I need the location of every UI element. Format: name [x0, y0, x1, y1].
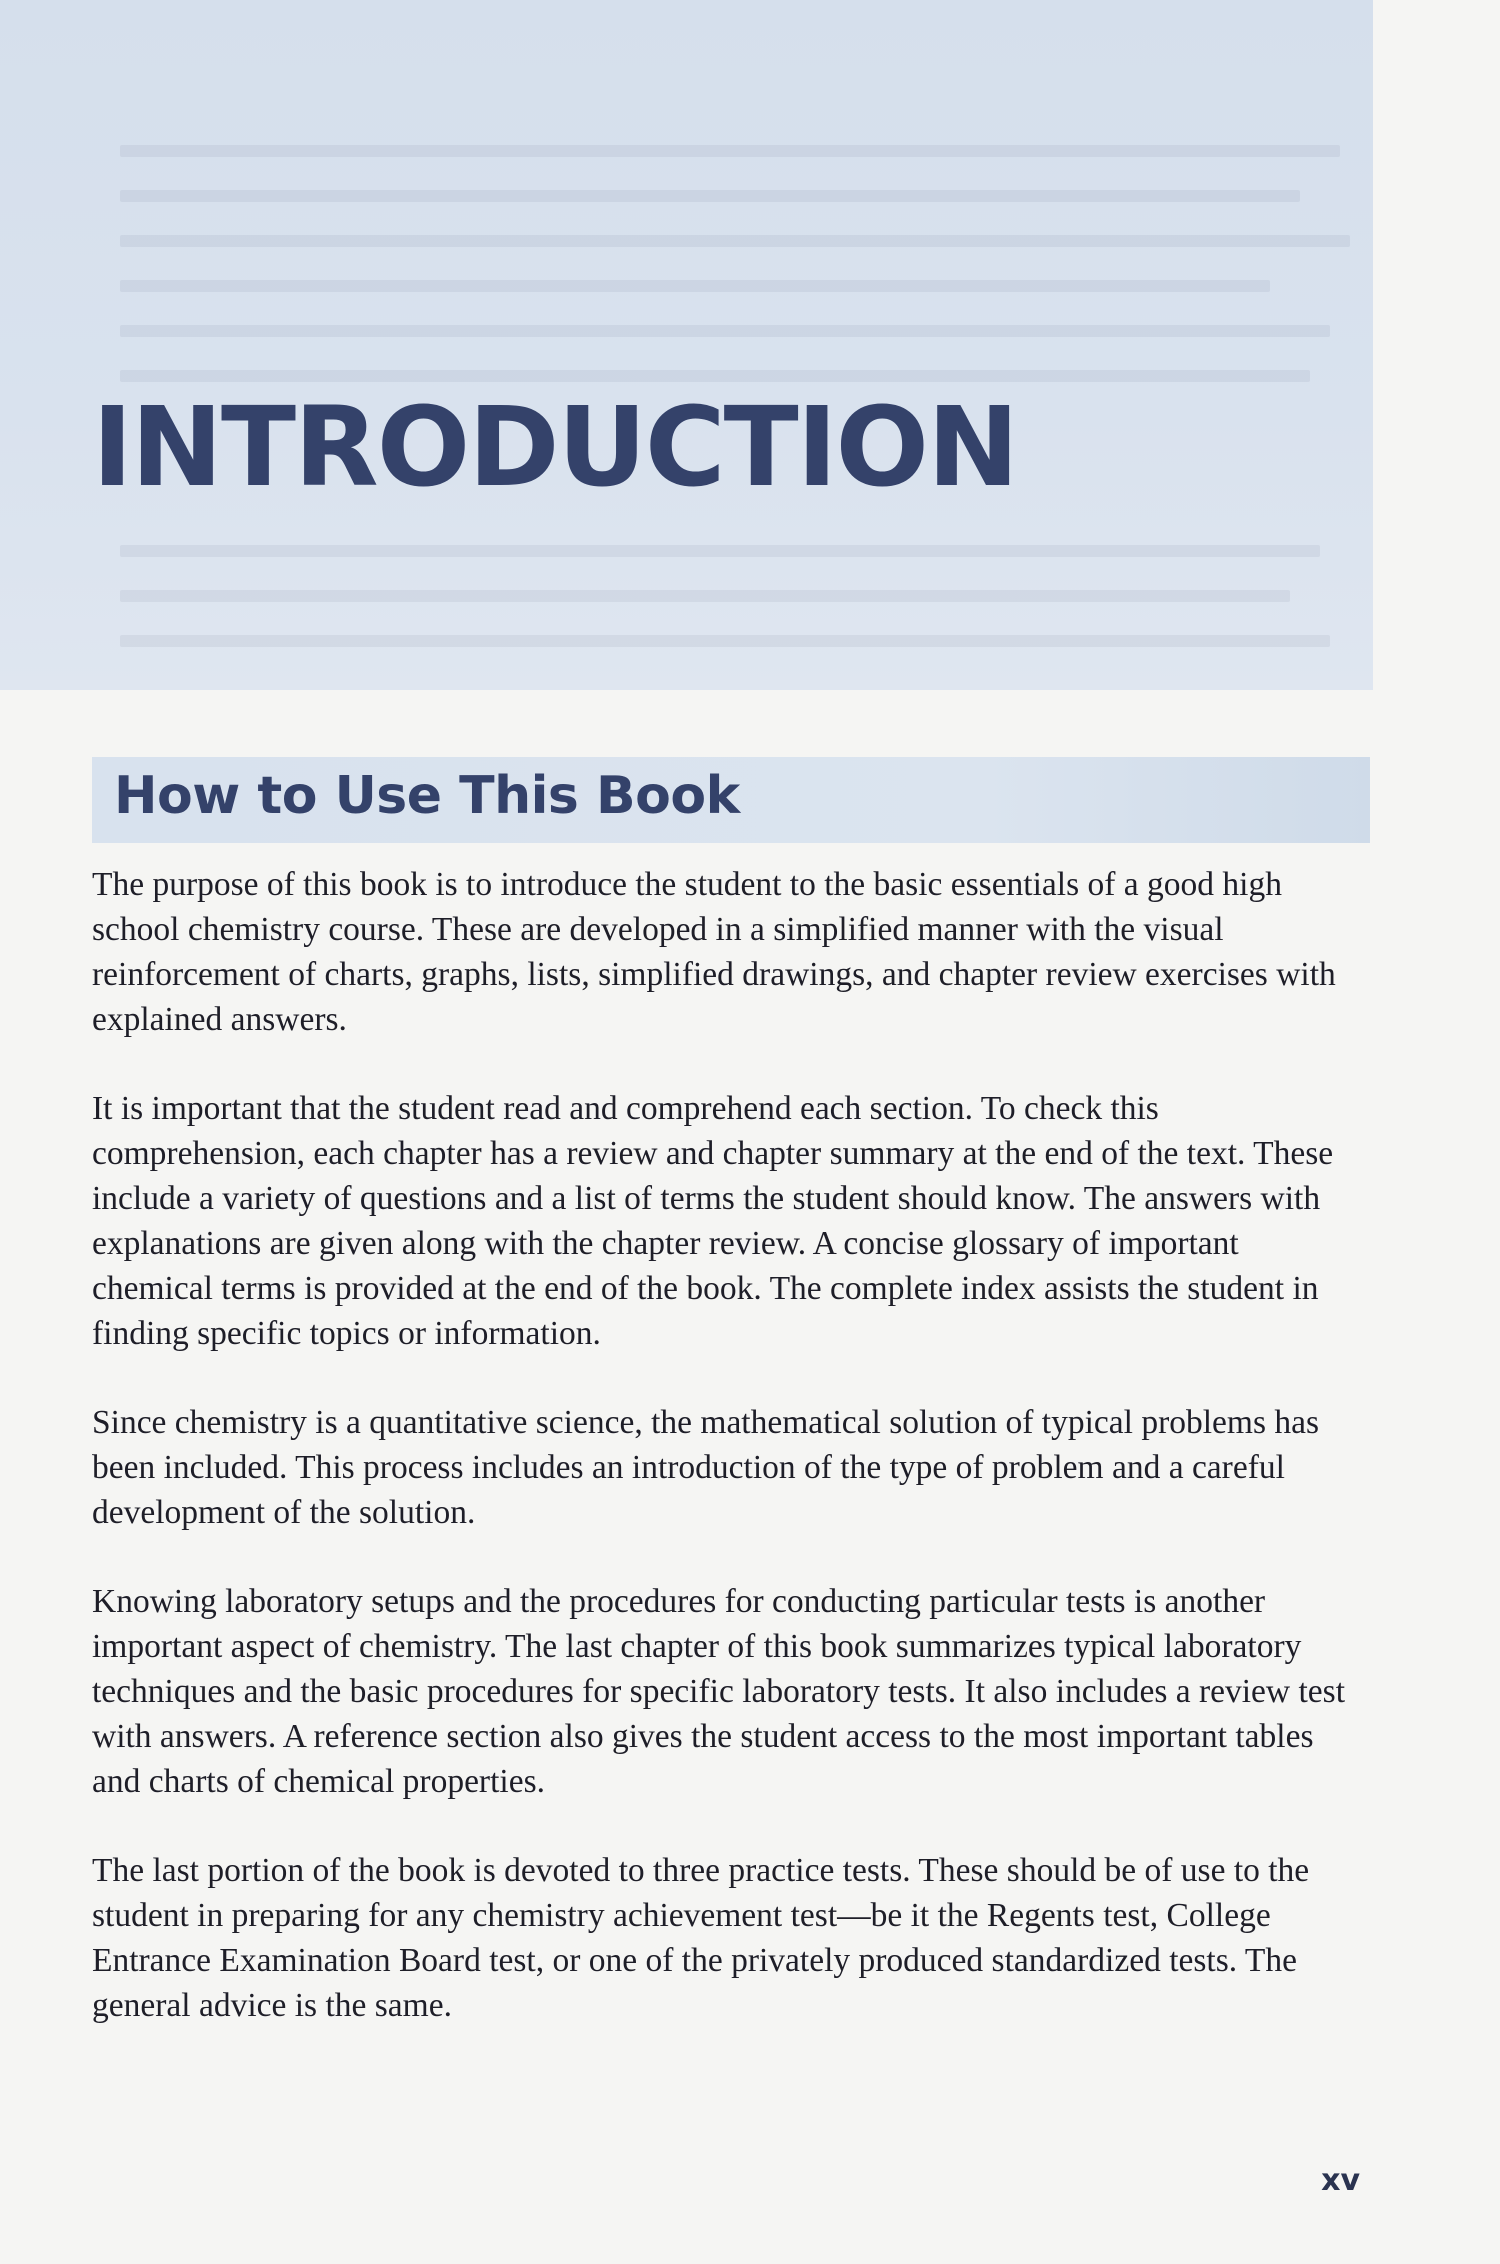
bleed-through-line — [120, 590, 1290, 602]
bleed-through-line — [120, 325, 1330, 337]
page-title: INTRODUCTION — [92, 383, 1018, 511]
paragraph-laboratory: Knowing laboratory setups and the procedures for conducting particular tests is another important aspect of chemistry. The last chapter of this book summarizes typical laboratory techniques and the basic procedures for specific laboratory tests. It also includes a review test with answers. A reference section also gives the student access to the most important tables and charts of chemical properties. — [92, 1583, 1346, 1800]
paragraph-practice-tests: The last portion of the book is devoted to three practice tests. These should be of use to the student in preparing for any chemistry achievement test—be it the Regents test, College Entrance Examination Board test, or one of the privately produced standardized tests. The general advice is the same. — [92, 1852, 1310, 2024]
bleed-through-line — [120, 145, 1340, 157]
title-banner — [0, 0, 1373, 690]
body-text — [92, 862, 1362, 2072]
paragraph-purpose: The purpose of this book is to introduce the student to the basic essentials of a good high school chemistry course. These are developed in a simplified manner with the visual reinforcement of charts, graphs, lists, simplified drawings, and chapter review exercises with explained answers. — [92, 866, 1336, 1038]
section-heading: How to Use This Book — [114, 766, 740, 826]
bleed-through-line — [120, 545, 1320, 557]
paragraph-comprehension: It is important that the student read and comprehend each section. To check this comprehension, each chapter has a review and chapter summary at the end of the text. These include a variety of questions and a list of terms the student should know. The answers with explanations are given along with the chapter review. A concise glossary of important chemical terms is provided at the end of the book. The complete index assists the student in finding specific topics or information. — [92, 1090, 1334, 1352]
bleed-through-line — [120, 370, 1310, 382]
bleed-through-line — [120, 235, 1350, 247]
bleed-through-line — [120, 635, 1330, 647]
bleed-through-line — [120, 280, 1270, 292]
page-number: xv — [1321, 2163, 1360, 2198]
bleed-through-line — [120, 190, 1300, 202]
paragraph-quantitative: Since chemistry is a quantitative science, the mathematical solution of typical problems has been included. This process includes an introduction of the type of problem and a careful development of the solution. — [92, 1404, 1320, 1531]
